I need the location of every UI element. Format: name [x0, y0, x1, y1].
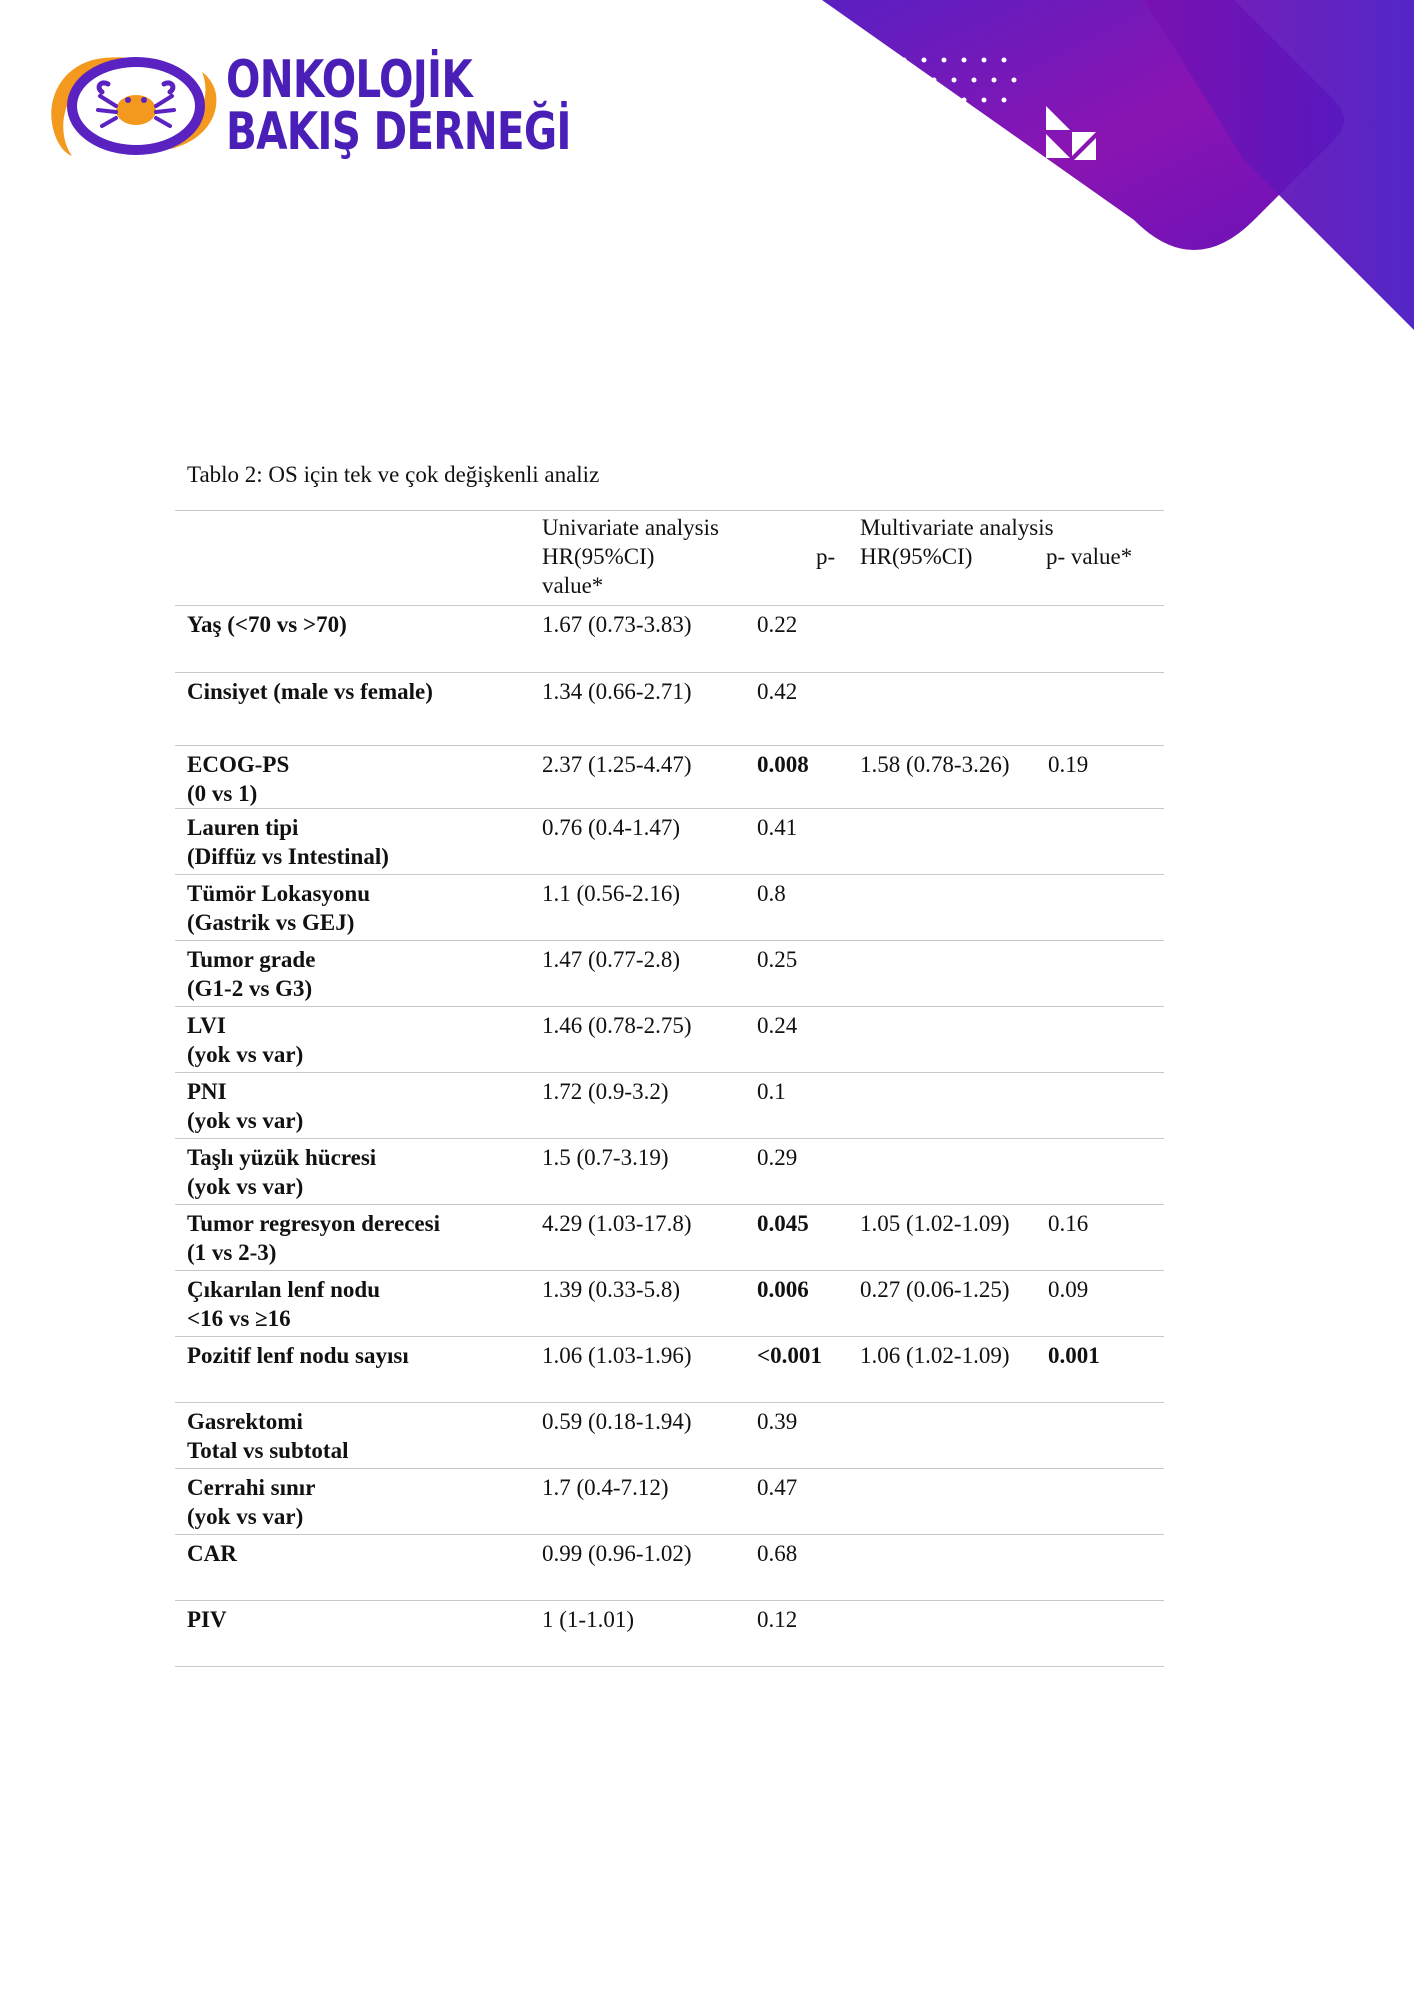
variable-cell	[175, 1601, 542, 1667]
univariate-p-cell: 0.22	[757, 606, 860, 673]
variable-cell	[175, 673, 542, 746]
multivariate-p-cell	[1048, 1469, 1164, 1535]
multivariate-hr-cell	[860, 1469, 1048, 1535]
table-row	[175, 1535, 1164, 1601]
multivariate-p-cell: 0.001	[1048, 1337, 1164, 1403]
univariate-p-cell: 0.008	[757, 746, 860, 809]
variable-comparison: (yok vs var)	[187, 1108, 304, 1133]
table-row	[175, 1139, 1164, 1205]
variable-name: Cinsiyet (male vs female)	[187, 679, 433, 704]
variable-name: Tumor regresyon derecesi	[187, 1211, 440, 1236]
table-row	[175, 673, 1164, 746]
table-header-row	[175, 511, 1164, 606]
univariate-p-cell: 0.47	[757, 1469, 860, 1535]
multivariate-p-cell	[1048, 673, 1164, 746]
univariate-hr-cell: 0.59 (0.18-1.94)	[542, 1403, 757, 1469]
variable-name: Taşlı yüzük hücresi	[187, 1145, 377, 1170]
multivariate-p-cell: 0.16	[1048, 1205, 1164, 1271]
univariate-hr-cell: 1.46 (0.78-2.75)	[542, 1007, 757, 1073]
multivariate-hr-label: HR(95%CI)	[860, 544, 973, 569]
univariate-hr-cell: 1.72 (0.9-3.2)	[542, 1073, 757, 1139]
variable-cell	[175, 1469, 542, 1535]
variable-comparison: (yok vs var)	[187, 1504, 304, 1529]
univariate-hr-cell: 0.76 (0.4-1.47)	[542, 809, 757, 875]
variable-cell	[175, 1139, 542, 1205]
variable-comparison: (yok vs var)	[187, 1174, 304, 1199]
univariate-hr-cell: 1.39 (0.33-5.8)	[542, 1271, 757, 1337]
univariate-title: Univariate analysis	[542, 515, 719, 540]
os-analysis-table	[175, 510, 1164, 1667]
variable-comparison: (1 vs 2-3)	[187, 1240, 277, 1265]
variable-cell	[175, 1271, 542, 1337]
variable-name: Cerrahi sınır	[187, 1475, 316, 1500]
univariate-p-label: p-	[816, 544, 836, 569]
univariate-p-cell: 0.24	[757, 1007, 860, 1073]
crab-icon	[44, 50, 224, 162]
table-row	[175, 1403, 1164, 1469]
multivariate-p-cell	[1048, 1139, 1164, 1205]
multivariate-p-cell	[1048, 1601, 1164, 1667]
header-univariate	[542, 511, 860, 606]
multivariate-hr-cell	[860, 1007, 1048, 1073]
univariate-p-cell: 0.25	[757, 941, 860, 1007]
variable-name: Pozitif lenf nodu sayısı	[187, 1343, 409, 1368]
variable-name: Tumor grade	[187, 947, 316, 972]
multivariate-p-cell	[1048, 941, 1164, 1007]
variable-cell	[175, 809, 542, 875]
variable-cell	[175, 1337, 542, 1403]
table-row	[175, 746, 1164, 809]
univariate-hr-cell: 1.5 (0.7-3.19)	[542, 1139, 757, 1205]
univariate-hr-cell: 1 (1-1.01)	[542, 1601, 757, 1667]
univariate-p-cell: 0.42	[757, 673, 860, 746]
table-row	[175, 941, 1164, 1007]
variable-cell	[175, 1403, 542, 1469]
univariate-hr-cell: 1.7 (0.4-7.12)	[542, 1469, 757, 1535]
univariate-p-cell: 0.006	[757, 1271, 860, 1337]
multivariate-title: Multivariate analysis	[860, 515, 1054, 540]
univariate-hr-label: HR(95%CI)	[542, 544, 655, 569]
variable-name: Gasrektomi	[187, 1409, 303, 1434]
variable-comparison: (yok vs var)	[187, 1042, 304, 1067]
univariate-p-cell: 0.39	[757, 1403, 860, 1469]
multivariate-p-cell: 0.09	[1048, 1271, 1164, 1337]
table-row	[175, 1007, 1164, 1073]
multivariate-hr-cell	[860, 1073, 1048, 1139]
variable-cell	[175, 941, 542, 1007]
univariate-p-cell: 0.29	[757, 1139, 860, 1205]
multivariate-p-cell	[1048, 1535, 1164, 1601]
univariate-p-cell: 0.12	[757, 1601, 860, 1667]
univariate-hr-cell: 0.99 (0.96-1.02)	[542, 1535, 757, 1601]
univariate-p-cell: 0.41	[757, 809, 860, 875]
multivariate-hr-cell	[860, 1403, 1048, 1469]
table-row	[175, 1601, 1164, 1667]
univariate-hr-cell: 1.34 (0.66-2.71)	[542, 673, 757, 746]
univariate-hr-cell: 1.67 (0.73-3.83)	[542, 606, 757, 673]
table-row	[175, 1469, 1164, 1535]
univariate-p-cell: 0.1	[757, 1073, 860, 1139]
univariate-p-cell: 0.045	[757, 1205, 860, 1271]
multivariate-hr-cell: 1.06 (1.02-1.09)	[860, 1337, 1048, 1403]
univariate-p-cell: <0.001	[757, 1337, 860, 1403]
multivariate-p-cell	[1048, 875, 1164, 941]
multivariate-hr-cell	[860, 809, 1048, 875]
variable-name: PIV	[187, 1607, 227, 1632]
variable-name: LVI	[187, 1013, 226, 1038]
variable-cell	[175, 1007, 542, 1073]
multivariate-hr-cell	[860, 1535, 1048, 1601]
variable-name: Lauren tipi	[187, 815, 299, 840]
variable-name: CAR	[187, 1541, 237, 1566]
variable-cell	[175, 746, 542, 809]
variable-cell	[175, 606, 542, 673]
table-row	[175, 1337, 1164, 1403]
univariate-hr-cell: 1.47 (0.77-2.8)	[542, 941, 757, 1007]
multivariate-hr-cell	[860, 673, 1048, 746]
logo-title-line2: BAKIŞ DERNEĞİ	[226, 102, 571, 162]
table-row	[175, 1205, 1164, 1271]
organization-logo	[44, 50, 571, 170]
variable-cell	[175, 1205, 542, 1271]
multivariate-p-label: p- value*	[1046, 544, 1133, 569]
variable-cell	[175, 1535, 542, 1601]
table-row	[175, 1271, 1164, 1337]
variable-comparison: <16 vs ≥16	[187, 1306, 291, 1331]
decorative-corner	[814, 0, 1414, 340]
univariate-p-label-cont: value*	[542, 573, 604, 598]
table-row	[175, 809, 1164, 875]
multivariate-hr-cell	[860, 875, 1048, 941]
multivariate-hr-cell	[860, 1601, 1048, 1667]
multivariate-hr-cell: 1.05 (1.02-1.09)	[860, 1205, 1048, 1271]
multivariate-hr-cell: 0.27 (0.06-1.25)	[860, 1271, 1048, 1337]
variable-comparison: (Diffüz vs Intestinal)	[187, 844, 389, 869]
variable-comparison: (G1-2 vs G3)	[187, 976, 313, 1001]
variable-name: Tümör Lokasyonu	[187, 881, 371, 906]
table-row	[175, 1073, 1164, 1139]
multivariate-p-cell	[1048, 1007, 1164, 1073]
table-caption: Tablo 2: OS için tek ve çok değişkenli analiz	[187, 462, 600, 487]
univariate-hr-cell: 2.37 (1.25-4.47)	[542, 746, 757, 809]
multivariate-p-cell	[1048, 606, 1164, 673]
multivariate-p-cell	[1048, 1403, 1164, 1469]
univariate-hr-cell: 1.06 (1.03-1.96)	[542, 1337, 757, 1403]
univariate-p-cell: 0.68	[757, 1535, 860, 1601]
multivariate-hr-cell	[860, 1139, 1048, 1205]
multivariate-hr-cell	[860, 941, 1048, 1007]
variable-name: ECOG-PS	[187, 752, 290, 777]
header-empty-cell	[175, 511, 542, 606]
univariate-hr-cell: 4.29 (1.03-17.8)	[542, 1205, 757, 1271]
variable-comparison: Total vs subtotal	[187, 1438, 349, 1463]
multivariate-hr-cell	[860, 606, 1048, 673]
variable-cell	[175, 1073, 542, 1139]
table-row	[175, 875, 1164, 941]
multivariate-hr-cell: 1.58 (0.78-3.26)	[860, 746, 1048, 809]
logo-title-line1: ONKOLOJİK	[226, 50, 472, 110]
variable-cell	[175, 875, 542, 941]
multivariate-p-cell	[1048, 809, 1164, 875]
table-row	[175, 606, 1164, 673]
variable-name: Çıkarılan lenf nodu	[187, 1277, 380, 1302]
variable-comparison: (0 vs 1)	[187, 781, 258, 806]
multivariate-p-cell	[1048, 1073, 1164, 1139]
header-multivariate	[860, 511, 1164, 606]
variable-name: Yaş (<70 vs >70)	[187, 612, 347, 637]
multivariate-p-cell: 0.19	[1048, 746, 1164, 809]
univariate-hr-cell: 1.1 (0.56-2.16)	[542, 875, 757, 941]
variable-name: PNI	[187, 1079, 227, 1104]
variable-comparison: (Gastrik vs GEJ)	[187, 910, 355, 935]
univariate-p-cell: 0.8	[757, 875, 860, 941]
